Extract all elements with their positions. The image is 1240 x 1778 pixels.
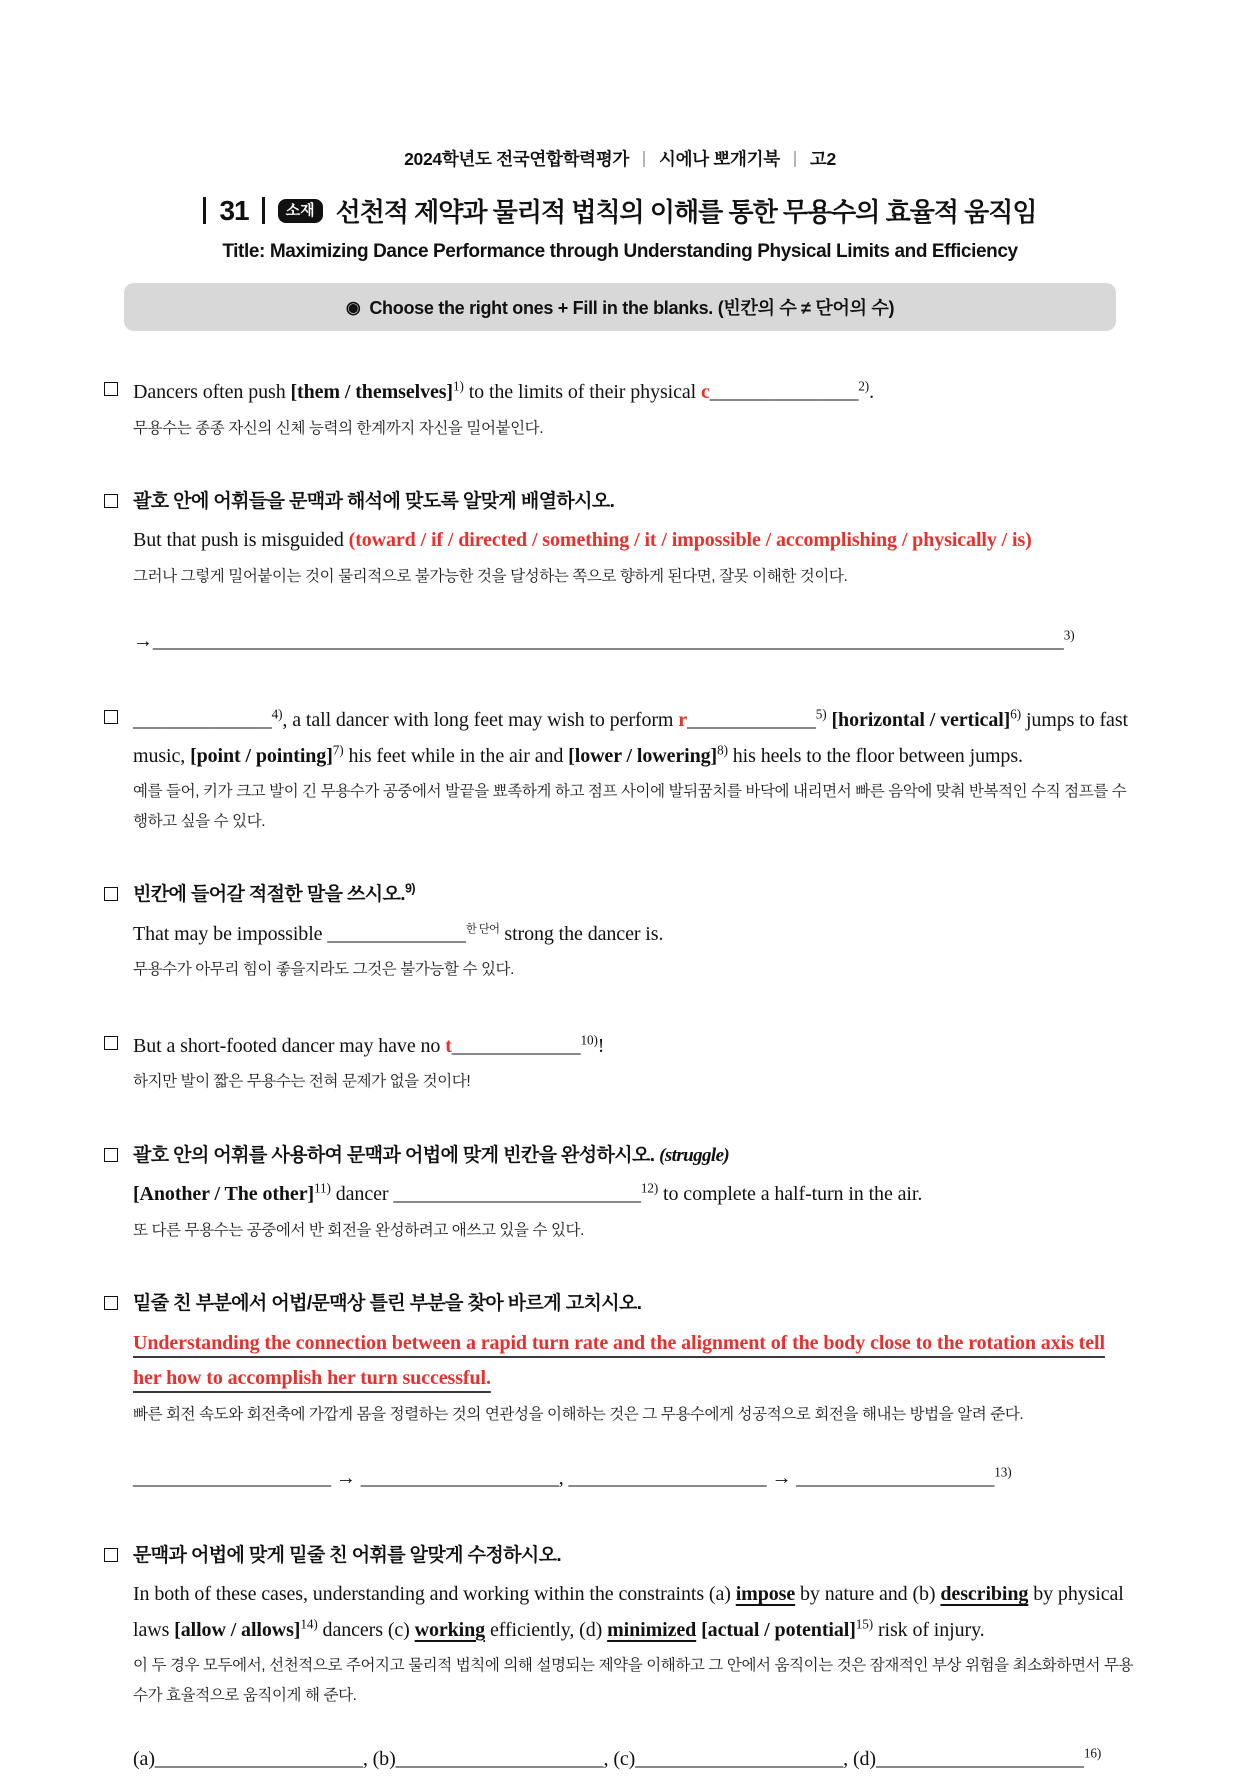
question-8-answer-blank: (a)_____________________, (b)_____________________, (c)_____________________, (d)_____________________$^{16)}$: [133, 1745, 1102, 1771]
question-5: [104, 1029, 1136, 1097]
question-3-content: [133, 703, 1136, 836]
checkbox-icon: [104, 1296, 118, 1310]
question-4: [104, 880, 1136, 984]
checkbox-icon: [104, 494, 118, 508]
question-1-content: [133, 375, 1136, 443]
question-7-sentence: Understanding the connection between a rapid turn rate and the alignment of the body close to the rotation axis tell her how to accomplish her turn successful.: [133, 1331, 1105, 1390]
question-8-translation: 이 두 경우 모두에서, 선천적으로 주어지고 물리적 법칙에 의해 설명되는 제약을 이해하고 그 안에서 움직이는 것은 잠재적인 부상 위험을 최소화하면서 무용수가 효율적으로 움직이게 해 준다.: [133, 1657, 1134, 1704]
checkbox-icon: [104, 382, 118, 396]
question-2-translation: 그러나 그렇게 밀어붙이는 것이 물리적으로 불가능한 것을 달성하는 쪽으로 향하게 된다면, 잘못 이해한 것이다.: [133, 568, 848, 586]
question-5-translation: 하지만 발이 짧은 무용수는 전혀 문제가 없을 것이다!: [133, 1073, 471, 1091]
title-bar-icon: [262, 197, 265, 224]
question-2-sentence: But that push is misguided (toward / if / directed / something / it / impossible / accomplishing / physically / is): [133, 529, 1032, 552]
question-1: [104, 375, 1136, 443]
exam-header: [104, 146, 1136, 171]
question-3-sentence: ______________$^{4)}$, a tall dancer with long feet may wish to perform r_____________$^{5)}$ [horizontal / vertical]$^{6)}$ jumps to fast music, [point / pointing]$^{7)}$ his feet while in the air and [lower / lowering]$^{8)}$ his heels to the floor between jumps.: [133, 706, 1128, 767]
question-1-translation: 무용수는 종종 자신의 신체 능력의 한계까지 자신을 밀어붙인다.: [133, 419, 544, 437]
exam-name: 2024학년도 전국연합학력평가: [404, 149, 630, 169]
question-1-sentence: Dancers often push [them / themselves]$^{1)}$ to the limits of their physical c_______________$^{2)}$.: [133, 378, 875, 403]
question-8: [104, 1541, 1136, 1778]
question-7-content: [133, 1289, 1136, 1497]
question-3-translation: 예를 들어, 키가 크고 발이 긴 무용수가 공중에서 발끝을 뾰족하게 하고 점프 사이에 발뒤꿈치를 바닥에 내리면서 빠른 음악에 맞춰 반복적인 수직 점프를 수행하고 싶을 수 있다.: [133, 783, 1127, 830]
grade-label: 고2: [809, 149, 836, 169]
question-2-answer-blank: →____________________________________________________________________________________________$^{3)}$: [133, 626, 1075, 652]
question-2-prompt: 괄호 안에 어휘들을 문맥과 해석에 맞도록 알맞게 배열하시오.: [133, 491, 615, 513]
page-title: 선천적 제약과 물리적 법칙의 이해를 통한 무용수의 효율적 움직임: [335, 197, 1037, 227]
question-4-content: [133, 880, 1136, 984]
title-bar-icon: [203, 197, 206, 224]
question-4-prompt: 빈칸에 들어갈 적절한 말을 쓰시오.$^{9)}$: [133, 881, 415, 906]
question-5-content: [133, 1029, 1136, 1097]
instruction-text: Choose the right ones + Fill in the blanks. (빈칸의 수 ≠ 단어의 수): [369, 298, 895, 318]
question-8-sentence: In both of these cases, understanding and working within the constraints (a) impose by nature and (b) describing by physical laws [allow / allows]$^{14)}$ dancers (c) working efficiently, (d) minimized [actual / potential]$^{15)}$ risk of injury.: [133, 1583, 1124, 1641]
hand-icon: ◉: [345, 297, 361, 317]
english-title: Title: Maximizing Dance Performance through Understanding Physical Limits and Efficiency: [222, 241, 1018, 262]
question-4-sentence: That may be impossible ______________$^{한 단어}$ strong the dancer is.: [133, 922, 664, 945]
checkbox-icon: [104, 1148, 118, 1162]
checkbox-icon: [104, 1548, 118, 1562]
question-2-content: [133, 487, 1136, 659]
question-2: [104, 487, 1136, 659]
book-name: 시에나 뽀개기북: [659, 149, 780, 169]
question-5-sentence: But a short-footed dancer may have no t_____________$^{10)}$!: [133, 1031, 605, 1057]
question-6-sentence: [Another / The other]$^{11)}$ dancer _________________________$^{12)}$ to complete a half-turn in the air.: [133, 1180, 923, 1206]
checkbox-icon: [104, 1036, 118, 1050]
question-4-translation: 무용수가 아무리 힘이 좋을지라도 그것은 불가능할 수 있다.: [133, 961, 515, 979]
header-divider: [794, 151, 796, 167]
topic-badge: 소재: [278, 199, 323, 223]
question-7-translation: 빠른 회전 속도와 회전축에 가깝게 몸을 정렬하는 것의 연관성을 이해하는 것은 그 무용수에게 성공적으로 회전을 해내는 방법을 알려 준다.: [133, 1405, 1024, 1423]
question-8-content: [133, 1541, 1136, 1778]
question-6-content: [133, 1141, 1136, 1245]
question-8-prompt: 문맥과 어법에 맞게 밑줄 친 어휘를 알맞게 수정하시오.: [133, 1544, 562, 1566]
checkbox-icon: [104, 887, 118, 901]
question-6: [104, 1141, 1136, 1245]
question-7-answer-blank: ____________________ → ____________________, ____________________ → ____________________$^{13)}$: [133, 1464, 1012, 1490]
question-6-prompt: 괄호 안의 어휘를 사용하여 문맥과 어법에 맞게 빈칸을 완성하시오. (struggle): [133, 1144, 730, 1166]
instruction-box: [124, 283, 1116, 331]
question-6-translation: 또 다른 무용수는 공중에서 반 회전을 완성하려고 애쓰고 있을 수 있다.: [133, 1221, 585, 1239]
checkbox-icon: [104, 710, 118, 724]
question-3: [104, 703, 1136, 836]
question-number: 31: [219, 194, 249, 226]
title-row: [104, 192, 1136, 229]
question-7: [104, 1289, 1136, 1497]
header-divider: [643, 151, 645, 167]
question-7-prompt: 밑줄 친 부분에서 어법/문맥상 틀린 부분을 찾아 바르게 고치시오.: [133, 1293, 642, 1315]
